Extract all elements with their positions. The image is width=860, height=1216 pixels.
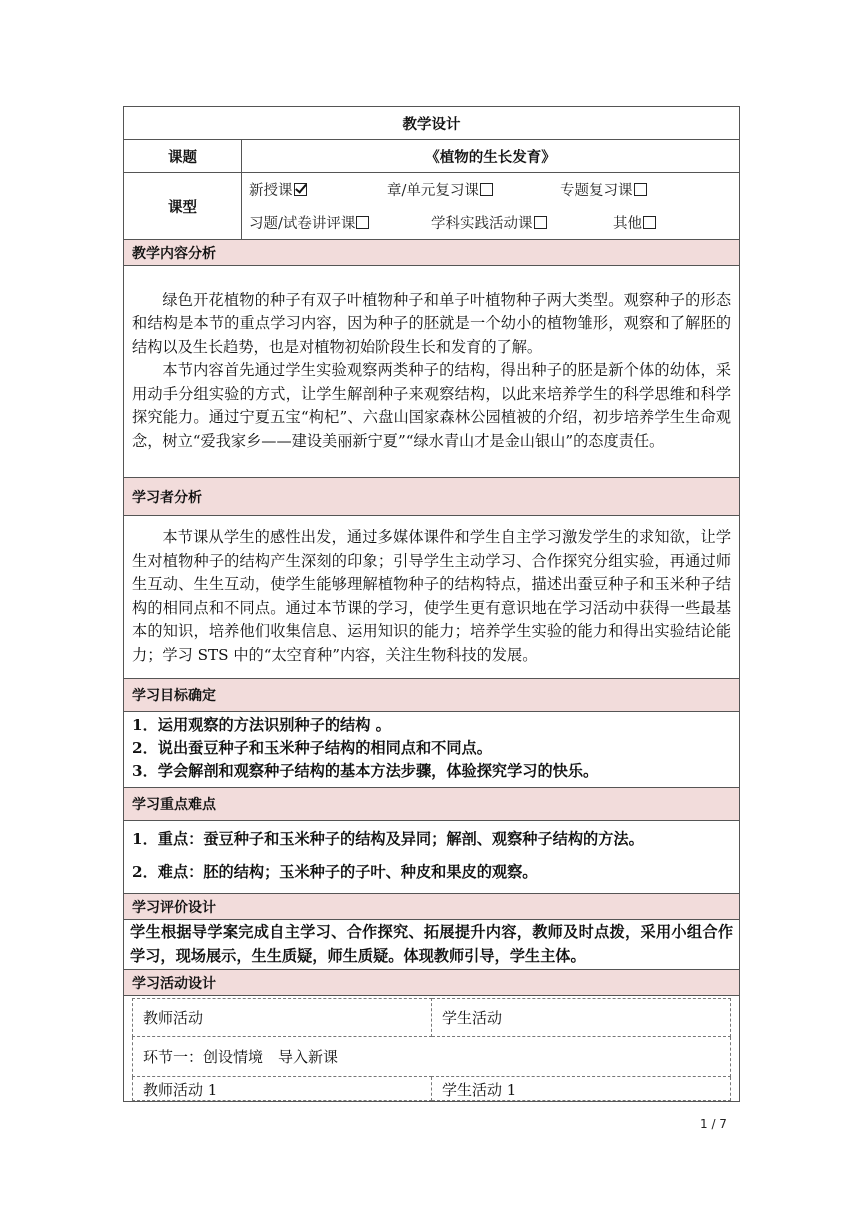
content-analysis-heading: 教学内容分析 [124,240,740,266]
activities-table [132,998,731,1101]
key-points-list [124,821,740,894]
key-points-heading: 学习重点难点 [124,788,740,821]
objective-item: 1．运用观察的方法识别种子的结构 。 [132,716,391,734]
checkbox-icon[interactable] [356,216,369,229]
learner-analysis-para: 本节课从学生的感性出发，通过多媒体课件和学生自主学习激发学生的求知欲，让学生对植物种子的结构产生深刻的印象；引导学生主动学习、合作探究分组实验，再通过师生互动、生生互动，使学生能够理解植物种子的结构特点，描述出蚕豆种子和玉米种子结构的相同点和不同点。通过本节课的学习，使学生更有意识地在学习活动中获得一些最基本的知识，培养他们收集信息、运用知识的能力；培养学生实验的能力和得出实验结论能力；学习 STS 中的“太空育种”内容，关注生物科技的发展。 [132,528,731,664]
checkbox-icon[interactable] [634,183,647,196]
objective-item: 2．说出蚕豆种子和玉米种子结构的相同点和不同点。 [132,739,492,757]
content-analysis-para-1: 绿色开花植物的种子有双子叶植物种子和单子叶植物种子两大类型。观察种子的形态和结构是本节的重点学习内容，因为种子的胚就是一个幼小的植物雏形，观察和了解胚的结构以及生长趋势，也是对植物初始阶段生长和发育的了解。 [132,290,731,356]
course-type-label: 课型 [124,173,242,240]
teacher-activity-header: 教师活动 [133,999,432,1037]
key-point-item: 2．难点：胚的结构；玉米种子的子叶、种皮和果皮的观察。 [132,863,538,881]
learner-analysis-heading: 学习者分析 [124,478,740,516]
checkbox-icon[interactable] [534,216,547,229]
activities-body [124,996,740,1102]
type-option-other[interactable]: 其他 [613,212,656,233]
course-type-options [242,173,740,240]
learner-analysis-body [124,516,740,679]
teacher-activity-1: 教师活动 1 [133,1077,432,1101]
objective-item: 3．学会解剖和观察种子结构的基本方法步骤，体验探究学习的快乐。 [132,762,599,780]
key-point-item: 1．重点：蚕豆种子和玉米种子的结构及异同；解剖、观察种子结构的方法。 [132,830,644,848]
student-activity-header: 学生活动 [432,999,731,1037]
checked-box-icon[interactable] [294,183,307,196]
objectives-heading: 学习目标确定 [124,679,740,712]
content-analysis-para-2: 本节内容首先通过学生实验观察两类种子的结构，得出种子的胚是新个体的幼体，采用动手分组实验的方式，让学生解剖种子来观察结构，以此来培养学生的科学思维和科学探究能力。通过宁夏五宝“枸杞”、六盘山国家森林公园植被的介绍，初步培养学生生命观念，树立“爱我家乡——建设美丽新宁夏”“绿水青山才是金山银山”的态度责任。 [132,361,731,450]
student-activity-1: 学生活动 1 [432,1077,731,1101]
page-number: 1 / 7 [700,1117,727,1131]
checkbox-icon[interactable] [480,183,493,196]
evaluation-text: 学生根据导学案完成自主学习、合作探究、拓展提升内容，教师及时点拨，采用小组合作学习，现场展示，生生质疑，师生质疑。体现教师引导，学生主体。 [130,923,733,965]
topic-value: 《植物的生长发育》 [242,140,740,173]
type-option-new[interactable]: 新授课 [249,179,387,200]
doc-title: 教学设计 [124,107,740,140]
type-option-practice[interactable]: 学科实践活动课 [431,212,613,233]
type-option-review[interactable]: 章/单元复习课 [387,179,560,200]
type-option-exercise[interactable]: 习题/试卷讲评课 [249,212,431,233]
activities-heading: 学习活动设计 [124,970,740,996]
lesson-plan-table [123,106,740,1102]
stage-one-title: 环节一：创设情境 导入新课 [133,1037,731,1077]
checkbox-icon[interactable] [643,216,656,229]
evaluation-body [124,920,740,970]
evaluation-heading: 学习评价设计 [124,894,740,920]
topic-label: 课题 [124,140,242,173]
type-option-topic-review[interactable]: 专题复习课 [560,179,647,200]
content-analysis-body [124,266,740,478]
objectives-list [124,712,740,788]
